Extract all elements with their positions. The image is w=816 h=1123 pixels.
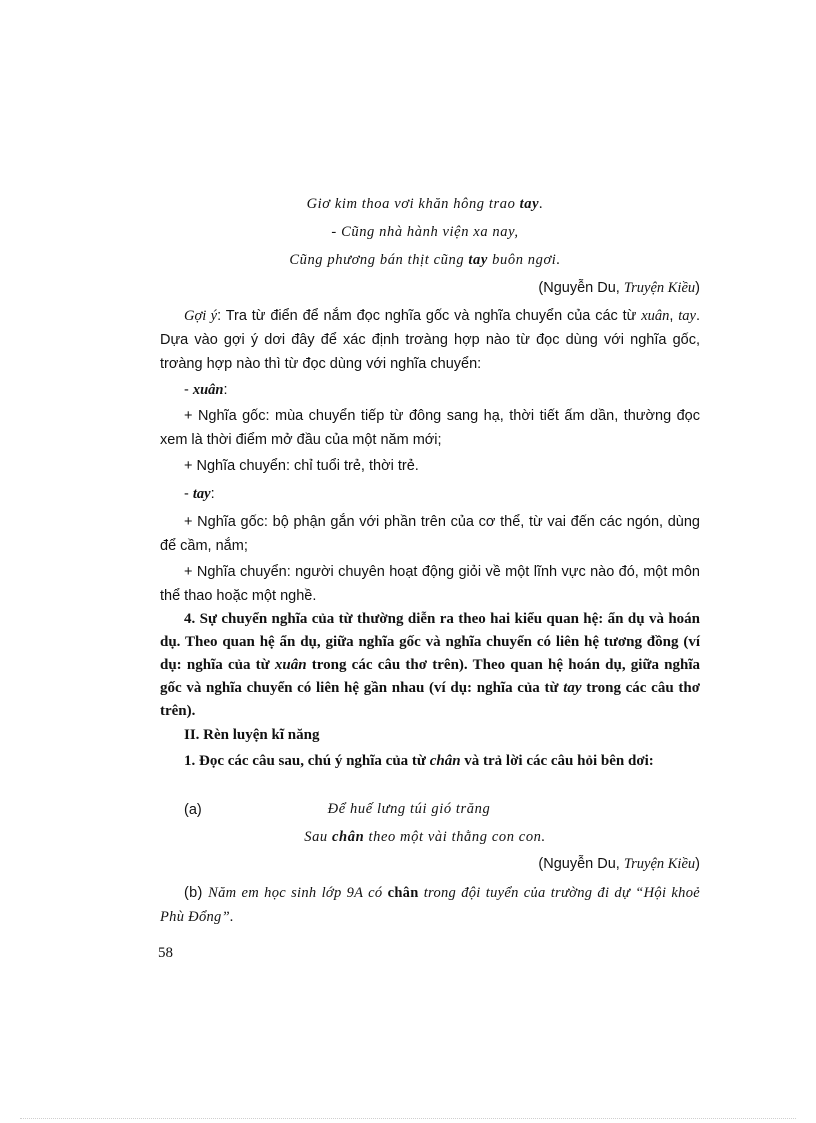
page-number: 58: [158, 945, 173, 961]
tay-original-meaning: + Nghĩa gốc: bộ phận gắn với phần trên của cơ thể, từ vai đến các ngón, dùng để cầm, nắm;: [160, 514, 700, 554]
section-2-title: II. Rèn luyện kĩ năng: [184, 727, 320, 743]
poem-line-1: Giơ kim thoa vơi khăn hông trao tay.: [306, 196, 544, 212]
keyword-tay: tay: [519, 196, 540, 212]
xuan-derived-meaning: + Nghĩa chuyển: chỉ tuổi trẻ, thời trẻ.: [184, 458, 419, 474]
keyword-chan: chân: [332, 829, 365, 845]
poem-line-3: Cũng phương bán thịt cũng tay buôn ngơi.: [289, 252, 561, 268]
poem-line-2: - Cũng nhà hành viện xa nay,: [331, 224, 519, 240]
example-b-paragraph: (b) Năm em học sinh lớp 9A có chân trong đội tuyển của trường đi dự “Hội khoẻ Phù Đổng”.: [160, 885, 700, 925]
citation-2: (Nguyễn Du, Truyện Kiều): [538, 856, 700, 872]
exercise-1-prompt: 1. Đọc các câu sau, chú ý nghĩa của từ chân và trả lời các câu hỏi bên dơi:: [184, 753, 654, 769]
example-a-line-2: Sau chân theo một vài thằng con con.: [304, 829, 546, 845]
example-a-label: (a): [184, 802, 202, 818]
keyword-chan: chân: [387, 885, 419, 901]
xuan-heading: - xuân:: [184, 382, 228, 398]
example-a-line-1: Để huế lưng túi gió trăng: [327, 801, 491, 817]
tay-derived-meaning: + Nghĩa chuyển: người chuyên hoạt động giỏi về một lĩnh vực nào đó, một môn thể thao hoặc một nghề.: [160, 564, 700, 604]
tay-heading: - tay:: [184, 486, 215, 502]
xuan-original-meaning: + Nghĩa gốc: mùa chuyển tiếp từ đông sang hạ, thời tiết ấm dần, thường đọc xem là thời điểm mở đầu của một năm mới;: [160, 408, 700, 448]
point-4-paragraph: 4. Sự chuyển nghĩa của từ thường diễn ra theo hai kiểu quan hệ: ẩn dụ và hoán dụ. Theo quan hệ ẩn dụ, giữa nghĩa gốc và nghĩa chuyển có liên hệ tương đồng (ví dụ: nghĩa của từ xuân trong các câu thơ trên). Theo quan hệ hoán dụ, giữa nghĩa gốc và nghĩa chuyển có liên hệ gần nhau (ví dụ: nghĩa của từ tay trong các câu thơ trên).: [160, 611, 701, 719]
keyword-tay: tay: [468, 252, 488, 268]
citation-1: (Nguyễn Du, Truyện Kiều): [538, 280, 700, 296]
hint-paragraph: Gợi ý: Tra từ điển để nắm đọc nghĩa gốc và nghĩa chuyển của các từ xuân, tay. Dựa vào gợi ý dơi đây để xác định trơàng hợp nào từ đọc dùng với nghĩa gốc, trơàng hợp nào thì từ đọc dùng với nghĩa chuyển:: [160, 308, 700, 372]
page-bottom-border: [20, 1118, 796, 1119]
